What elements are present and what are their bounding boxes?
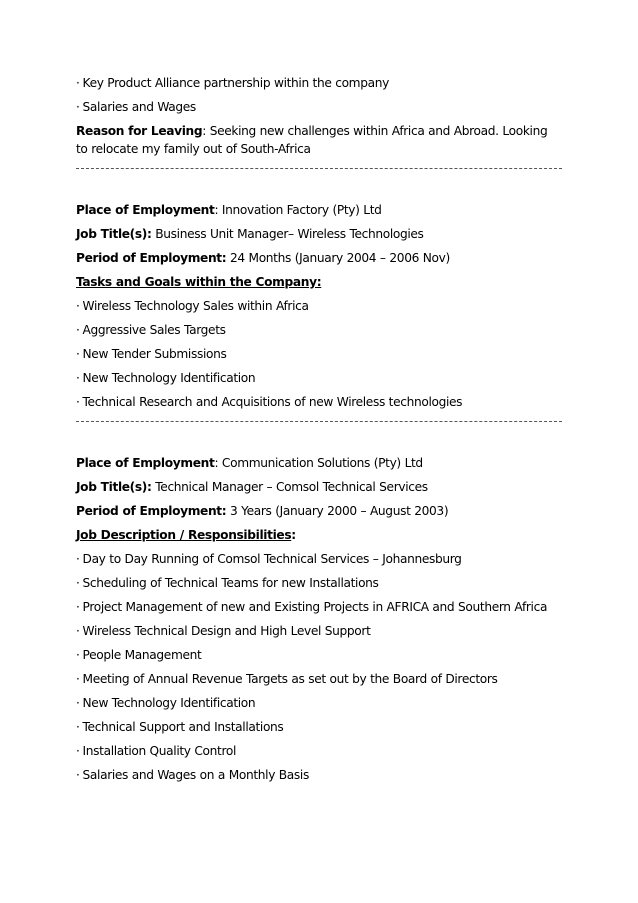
list-item [76, 766, 562, 784]
list-item-text: Aggressive Sales Targets [82, 323, 226, 337]
bullet-dot: · [76, 744, 80, 758]
period-label: Period of Employment: [76, 251, 227, 265]
bullet-dot: · [76, 648, 80, 662]
list-item [76, 369, 562, 387]
list-item [76, 550, 562, 568]
place-label: Place of Employment [76, 203, 215, 217]
bullet-dot: · [76, 100, 80, 114]
list-item-text: Installation Quality Control [82, 744, 236, 758]
spacer [76, 169, 562, 201]
employment-place [76, 454, 562, 472]
title-value: Technical Manager – Comsol Technical Services [151, 480, 428, 494]
list-item-text: Wireless Technology Sales within Africa [82, 299, 309, 313]
list-item-text: Scheduling of Technical Teams for new Installations [82, 576, 379, 590]
list-item [76, 598, 562, 616]
employment-period [76, 502, 562, 520]
bullet-dot: · [76, 76, 80, 90]
list-item-text: Key Product Alliance partnership within the company [82, 76, 389, 90]
list-item-text: People Management [82, 648, 202, 662]
list-item-text: Meeting of Annual Revenue Targets as set out by the Board of Directors [82, 672, 498, 686]
place-value: : Communication Solutions (Pty) Ltd [214, 456, 423, 470]
period-label: Period of Employment: [76, 504, 227, 518]
list-item [76, 98, 562, 116]
list-item-text: Project Management of new and Existing Projects in AFRICA and Southern Africa [82, 600, 548, 614]
section-heading-text: Job Description / Responsibilities [76, 528, 292, 542]
bullet-dot: · [76, 552, 80, 566]
section-heading [76, 273, 562, 291]
list-item [76, 670, 562, 688]
list-item [76, 574, 562, 592]
list-item-text: Technical Support and Installations [82, 720, 284, 734]
list-item [76, 345, 562, 363]
employment-period [76, 249, 562, 267]
list-item [76, 321, 562, 339]
list-item [76, 622, 562, 640]
bullet-dot: · [76, 299, 80, 313]
list-item [76, 74, 562, 92]
spacer [76, 422, 562, 454]
bullet-dot: · [76, 600, 80, 614]
bullet-dot: · [76, 371, 80, 385]
bullet-dot: · [76, 672, 80, 686]
bullet-dot: · [76, 720, 80, 734]
list-item-text: Salaries and Wages on a Monthly Basis [82, 768, 309, 782]
bullet-dot: · [76, 624, 80, 638]
list-item-text: New Tender Submissions [82, 347, 227, 361]
list-item-text: Day to Day Running of Comsol Technical Services – Johannesburg [82, 552, 462, 566]
job-title [76, 478, 562, 496]
section-heading [76, 526, 562, 544]
section-divider [76, 158, 562, 169]
title-label: Job Title(s): [76, 227, 152, 241]
list-item-text: Technical Research and Acquisitions of new Wireless technologies [82, 395, 463, 409]
list-item [76, 742, 562, 760]
reason-for-leaving [76, 122, 562, 158]
place-value: : Innovation Factory (Pty) Ltd [214, 203, 382, 217]
employment-place [76, 201, 562, 219]
bullet-dot: · [76, 323, 80, 337]
list-item-text: Salaries and Wages [82, 100, 196, 114]
place-label: Place of Employment [76, 456, 215, 470]
section-heading-suffix: : [291, 528, 296, 542]
list-item [76, 393, 562, 411]
bullet-dot: · [76, 768, 80, 782]
bullet-dot: · [76, 395, 80, 409]
job-title [76, 225, 562, 243]
reason-text: : Seeking new challenges within Africa and Abroad. Looking to relocate my family out of South-Africa [76, 124, 548, 156]
period-value: 3 Years (January 2000 – August 2003) [226, 504, 449, 518]
bullet-dot: · [76, 696, 80, 710]
section-heading-text: Tasks and Goals within the Company: [76, 275, 322, 289]
bullet-dot: · [76, 347, 80, 361]
list-item [76, 694, 562, 712]
list-item-text: New Technology Identification [82, 696, 256, 710]
period-value: 24 Months (January 2004 – 2006 Nov) [226, 251, 450, 265]
section-divider [76, 411, 562, 422]
bullet-dot: · [76, 576, 80, 590]
list-item [76, 297, 562, 315]
title-label: Job Title(s): [76, 480, 152, 494]
list-item-text: Wireless Technical Design and High Level Support [82, 624, 371, 638]
document-page [76, 74, 562, 790]
list-item [76, 646, 562, 664]
reason-label: Reason for Leaving [76, 124, 203, 138]
list-item-text: New Technology Identification [82, 371, 256, 385]
title-value: Business Unit Manager– Wireless Technologies [151, 227, 424, 241]
list-item [76, 718, 562, 736]
